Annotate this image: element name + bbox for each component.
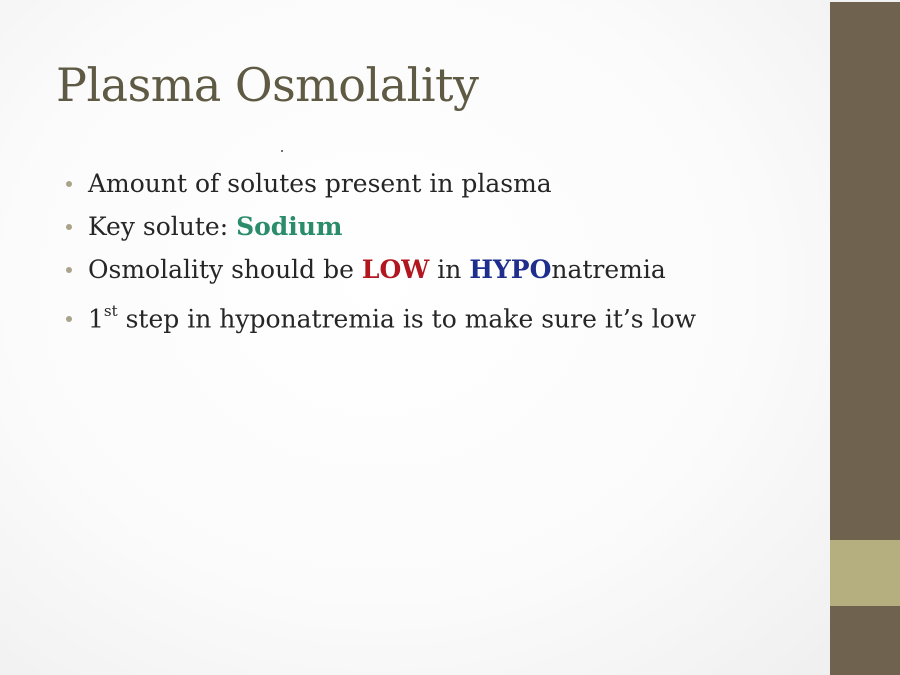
bullet-dot-icon: [66, 316, 72, 322]
bullet-item-key-solute: [66, 209, 696, 252]
bullet-text-middle: in: [429, 255, 470, 284]
bullet-dot-icon: [66, 181, 72, 187]
stray-mark: [281, 150, 283, 152]
step-number: 1: [88, 304, 104, 334]
bullet-text: Key solute:: [88, 212, 237, 241]
bullet-text: Osmolality should be: [88, 255, 362, 284]
decorative-sidebar-accent: [830, 540, 900, 606]
bullet-dot-icon: [66, 224, 72, 230]
bullet-list: [66, 166, 696, 338]
bullet-item-solutes: [66, 166, 696, 209]
bullet-text: step in hyponatremia is to make sure it’s low: [117, 304, 697, 334]
bullet-text-suffix: natremia: [551, 255, 666, 284]
step-ordinal-suffix: st: [103, 302, 118, 320]
bullet-item-first-step: [66, 295, 696, 338]
low-highlight: LOW: [361, 255, 430, 284]
hypo-highlight: HYPO: [469, 255, 552, 284]
bullet-item-osmolality: [66, 252, 696, 295]
slide-title: Plasma Osmolality: [56, 58, 479, 112]
bullet-dot-icon: [66, 267, 72, 273]
bullet-text: Amount of solutes present in plasma: [88, 169, 552, 198]
sodium-highlight: Sodium: [236, 212, 343, 241]
